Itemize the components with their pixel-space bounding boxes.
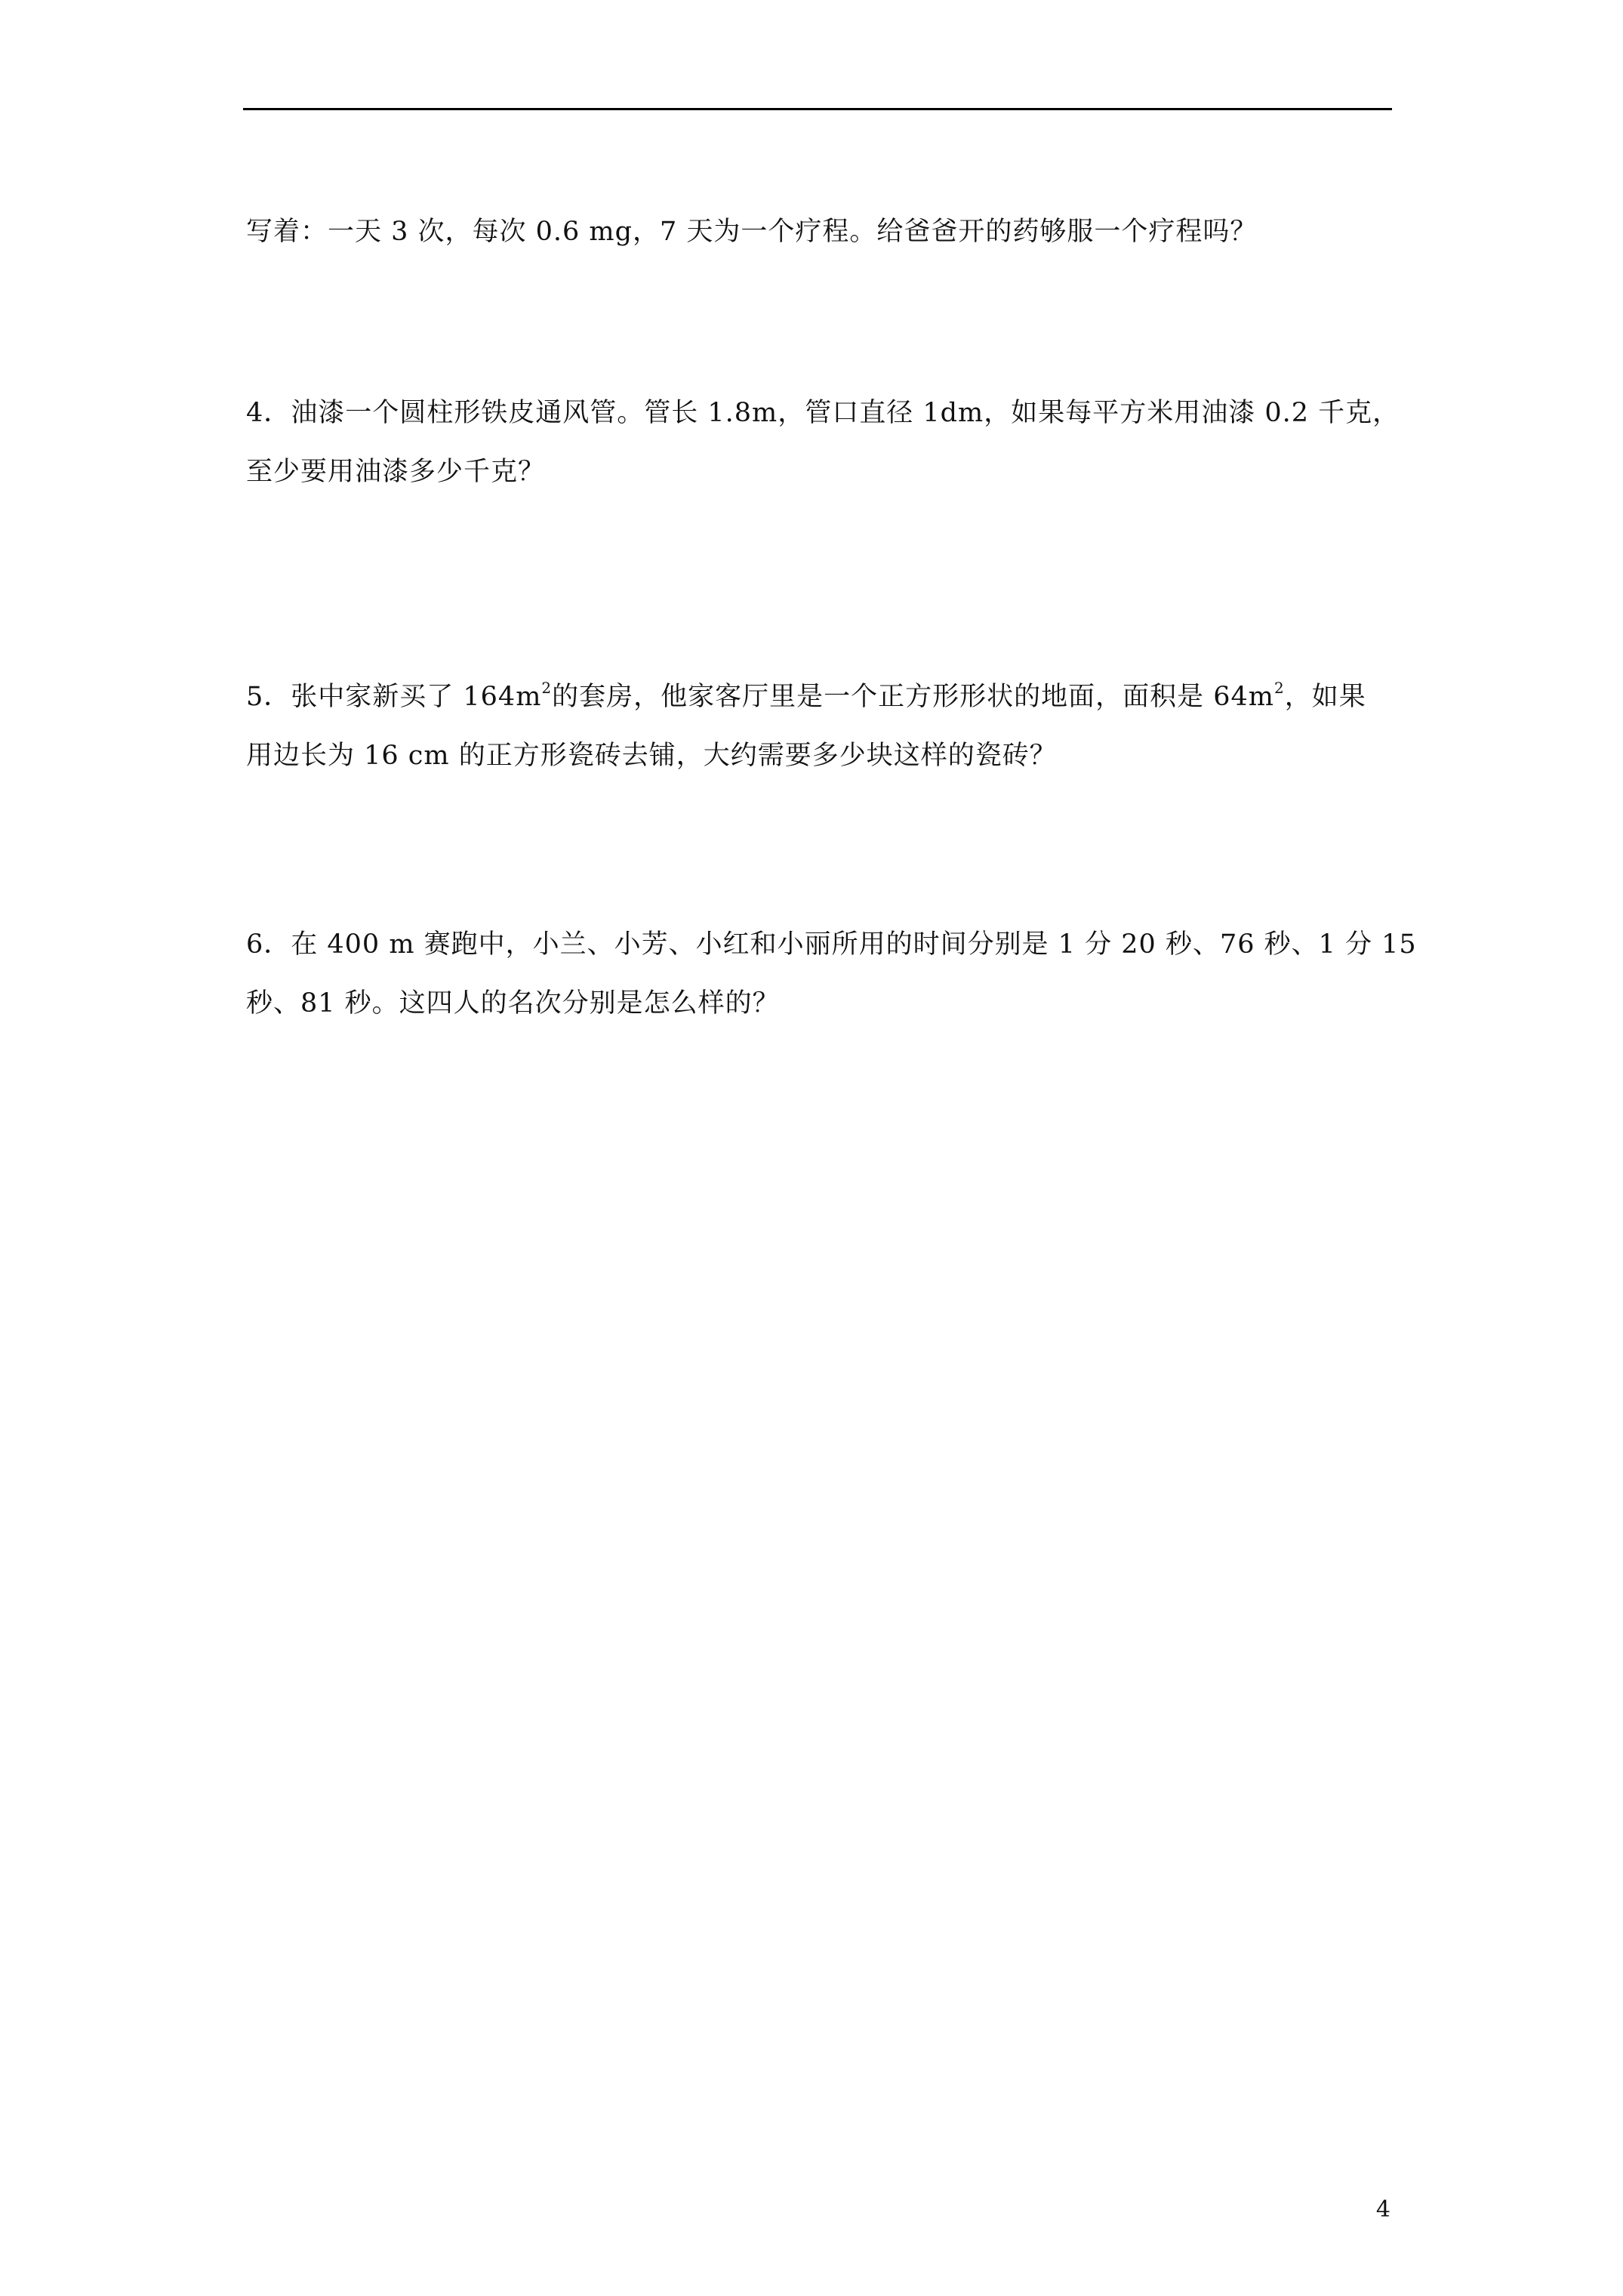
text-line: 用边长为 16 cm 的正方形瓷砖去铺，大约需要多少块这样的瓷砖？: [246, 741, 1057, 771]
problem-6: [246, 915, 1417, 1033]
text-line: 至少要用油漆多少千克？: [246, 457, 546, 487]
text-segment: 5．张中家新买了 164m: [246, 682, 542, 712]
superscript: 2: [1273, 679, 1285, 697]
text-segment: 的套房，他家客厅里是一个正方形形状的地面，面积是 64m: [552, 682, 1274, 712]
problem-5: [246, 667, 1401, 785]
header-rule: [243, 108, 1392, 110]
text-line: 写着：一天 3 次，每次 0.6 mg，7 天为一个疗程。给爸爸开的药够服一个疗程吗？: [246, 217, 1258, 247]
text-line: [246, 667, 1401, 726]
text-line: 4．油漆一个圆柱形铁皮通风管。管长 1.8m，管口直径 1dm，如果每平方米用油漆 0.2 千克，: [246, 398, 1400, 428]
text-line: 6．在 400 m 赛跑中，小兰、小芳、小红和小丽所用的时间分别是 1 分 20 秒、76 秒、1 分 15: [246, 929, 1417, 960]
superscript: 2: [541, 679, 553, 697]
text-line: 秒、81 秒。这四人的名次分别是怎么样的？: [246, 988, 780, 1019]
paragraph-continuation: [246, 202, 1401, 261]
text-segment: ，如果: [1284, 682, 1366, 712]
page-number: 4: [1375, 2196, 1390, 2223]
problem-4: [246, 384, 1401, 501]
